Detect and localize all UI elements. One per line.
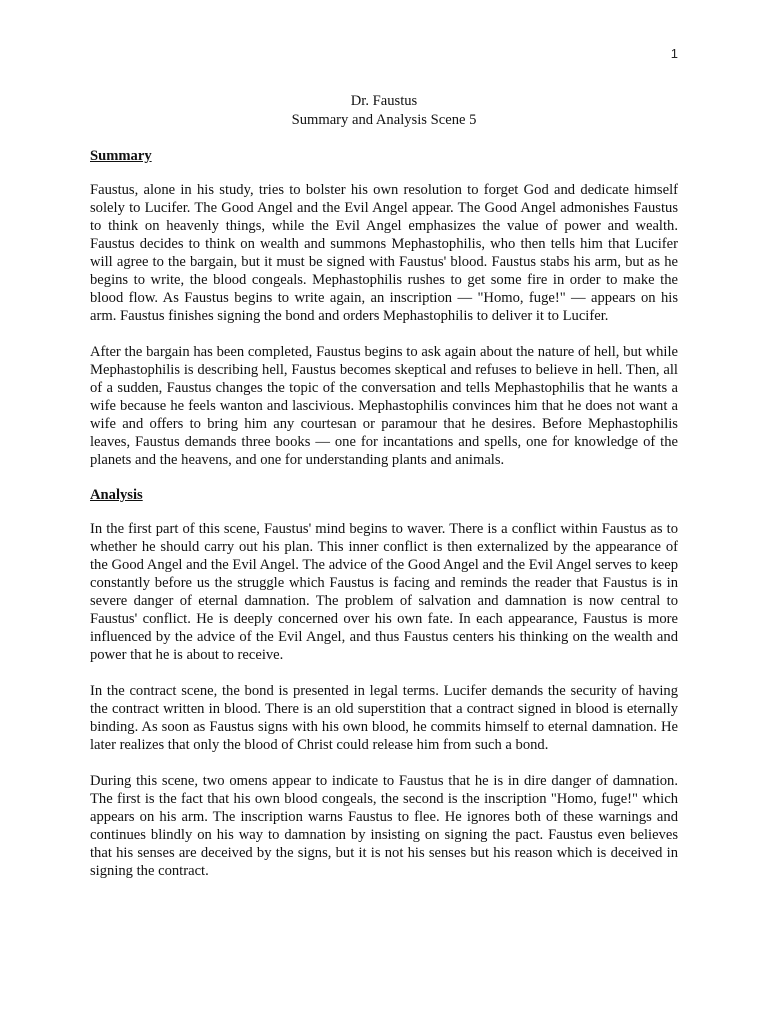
title-block: [90, 92, 678, 130]
summary-paragraph: Faustus, alone in his study, tries to bolster his own resolution to forget God and dedicate himself solely to Lucifer. The Good Angel and the Evil Angel appear. The Good Angel admonishes Faustus to think on heavenly things, while the Evil Angel emphasizes the value of power and wealth. Faustus decides to think on wealth and summons Mephastophilis, who then tells him that Lucifer will agree to the bargain, but it must be signed with Faustus' blood. Faustus stabs his arm, but as he begins to write, the blood congeals. Mephastophilis rushes to get some fire in order to make the blood flow. As Faustus begins to write again, an inscription — "Homo, fuge!" — appears on his arm. Faustus finishes signing the bond and orders Mephastophilis to deliver it to Lucifer.: [90, 182, 678, 324]
analysis-paragraph: In the first part of this scene, Faustus' mind begins to waver. There is a conflict within Faustus as to whether he should carry out his plan. This inner conflict is then externalized by the appearance of the Good Angel and the Evil Angel. The advice of the Good Angel and the Evil Angel serves to keep constantly before us the struggle which Faustus is facing and reminds the reader that Faustus is in severe danger of eternal damnation. The problem of salvation and damnation is now central to Faustus' conflict. He is deeply concerned over his own fate. In each appearance, Faustus is more influenced by the advice of the Evil Angel, and thus Faustus centers his thinking on the wealth and power that he is about to receive.: [90, 521, 678, 663]
document-title: Dr. Faustus: [350, 93, 418, 109]
summary-heading: Summary: [90, 148, 152, 164]
analysis-paragraph: In the contract scene, the bond is presented in legal terms. Lucifer demands the security of having the contract written in blood. There is an old superstition that a contract signed in blood is eternally binding. As soon as Faustus signs with his own blood, he commits himself to eternal damnation. He later realizes that only the blood of Christ could release him from such a bond.: [90, 683, 678, 753]
analysis-heading: Analysis: [90, 487, 143, 503]
analysis-paragraph: During this scene, two omens appear to indicate to Faustus that he is in dire danger of damnation. The first is the fact that his own blood congeals, the second is the inscription "Homo, fuge!" which appears on his arm. The inscription warns Faustus to flee. He ignores both of these warnings and continues blindly on his way to damnation by insisting on signing the pact. Faustus even believes that his senses are deceived by the signs, but it is not his senses but his reason which is deceived in signing the contract.: [90, 773, 678, 879]
summary-paragraph: After the bargain has been completed, Faustus begins to ask again about the nature of hell, but while Mephastophilis is describing hell, Faustus becomes skeptical and refuses to believe in hell. Then, all of a sudden, Faustus changes the topic of the conversation and tells Mephastophilis that he wants a wife because he feels wanton and lascivious. Mephastophilis convinces him that he does not want a wife and offers to bring him any courtesan or paramour that he desires. Before Mephastophilis leaves, Faustus demands three books — one for incantations and spells, one for knowledge of the planets and the heavens, and one for understanding plants and animals.: [90, 344, 678, 468]
page-number: 1: [670, 46, 678, 61]
document-body: [90, 92, 678, 898]
document-subtitle: Summary and Analysis Scene 5: [291, 112, 477, 128]
